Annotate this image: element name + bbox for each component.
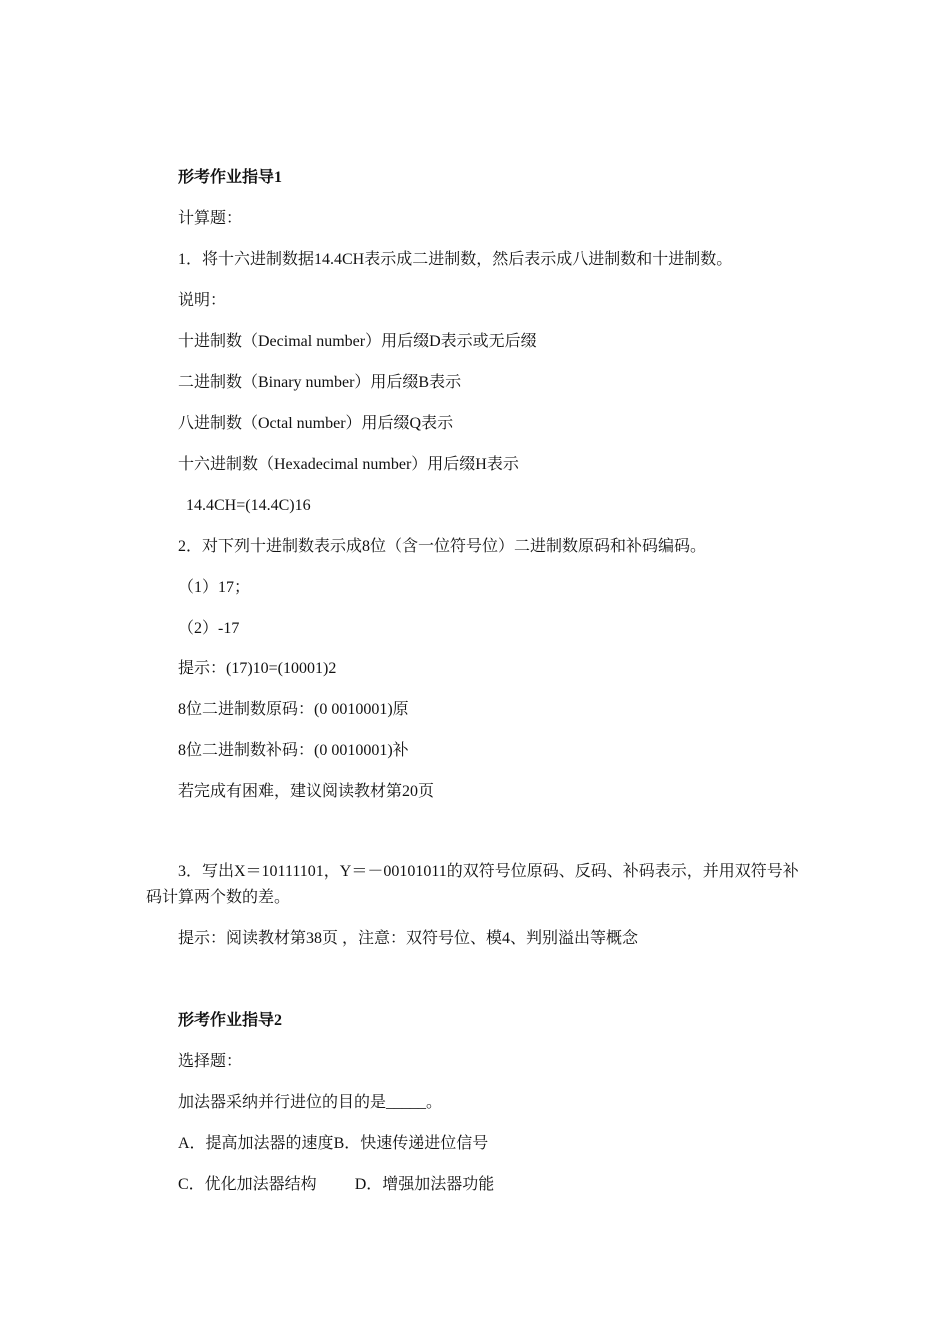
- option-c: C．优化加法器结构: [178, 1176, 317, 1193]
- question-2: 2．对下列十进制数表示成8位（含一位符号位）二进制数原码和补码编码。: [178, 538, 707, 555]
- question-3: 3．写出X＝10111101，Y＝－00101011的双符号位原码、反码、补码表示，并用双符号补码计算两个数的差。: [146, 863, 799, 906]
- options-row-1: [178, 1134, 488, 1154]
- option-b: B．快速传递进位信号: [333, 1135, 489, 1152]
- options-row-2: [178, 1175, 494, 1195]
- example-conversion: 14.4CH=(14.4C)16: [186, 497, 311, 514]
- hint-2: 8位二进制数原码：(0 0010001)原: [178, 701, 409, 718]
- hint-3: 8位二进制数补码：(0 0010001)补: [178, 742, 409, 759]
- option-d: D．增强加法器功能: [354, 1176, 495, 1193]
- option-a: A．提高加法器的速度: [178, 1135, 334, 1152]
- hint-4: 若完成有困难，建议阅读教材第20页: [178, 783, 435, 800]
- choice-question: 加法器采纳并行进位的目的是_____。: [178, 1094, 443, 1111]
- question-2-item-2: （2）-17: [178, 620, 240, 637]
- question-2-item-1: （1）17；: [178, 579, 251, 596]
- note-decimal: 十进制数（Decimal number）用后缀D表示或无后缀: [178, 333, 537, 350]
- calc-label: 计算题：: [178, 210, 243, 227]
- note-octal: 八进制数（Octal number）用后缀Q表示: [178, 415, 454, 432]
- section-2-title: 形考作业指导2: [178, 1012, 283, 1029]
- question-1: 1．将十六进制数据14.4CH表示成二进制数，然后表示成八进制数和十进制数。: [178, 251, 733, 268]
- hint-1: 提示：(17)10=(10001)2: [178, 660, 337, 677]
- section-1-title: 形考作业指导1: [178, 169, 283, 186]
- choice-label: 选择题：: [178, 1053, 243, 1070]
- question-3-hint: 提示：阅读教材第38页 ，注意：双符号位、模4、判别溢出等概念: [178, 930, 639, 947]
- note-hex: 十六进制数（Hexadecimal number）用后缀H表示: [178, 456, 519, 473]
- note-label: 说明：: [178, 292, 227, 309]
- note-binary: 二进制数（Binary number）用后缀B表示: [178, 374, 462, 391]
